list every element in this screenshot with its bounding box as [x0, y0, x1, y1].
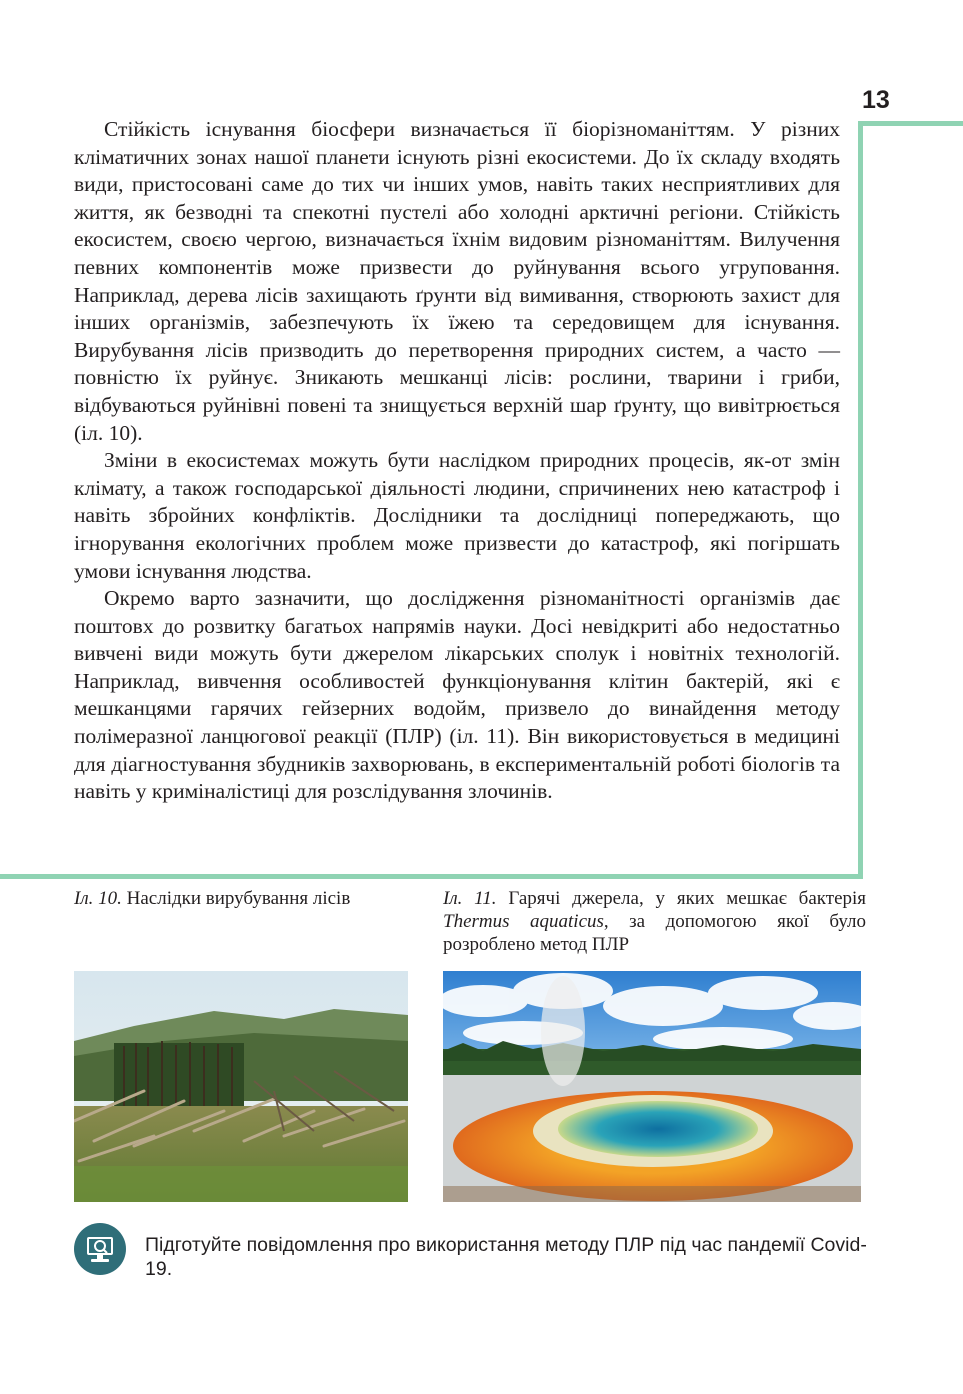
task-text: Підготуйте повідомлення про використання методу ПЛР під час пандемії Covid-19. [145, 1234, 867, 1280]
figure-10-caption-text: Наслідки вирубування лісів [126, 888, 351, 909]
frame-top-line [863, 121, 963, 126]
figure-10-photo [74, 971, 408, 1202]
figure-11-caption-text: Гарячі джерела, у яких мешкає бактерія [508, 888, 867, 909]
page-number: 13 [862, 86, 890, 114]
frame-right-line [858, 121, 863, 879]
computer-research-icon [74, 1223, 126, 1275]
figure-11-caption [443, 887, 866, 956]
paragraph-science-research: Окремо варто зазначити, що дослідження різноманітності організмів дає поштовх до розвитку багатьох напрямів науки. Досі невідкриті або недостатньо вивчені види можуть бути джерелом лікарських сполук і новітніх технологій. Наприклад, вивчення особливостей функціонування клітин бактерій, які є мешканцями гарячих гейзерних водойм, призвело до винайдення методу полімеразної ланцюгової реакції (ПЛР) (іл. 11). Він використовується в медицині для діагностування збудників захворювань, в експериментальній роботі біологів та навіть у криміналістиці для розслідування злочинів. [74, 586, 840, 804]
figure-10-label: Іл. 10. [74, 888, 122, 909]
species-name: Thermus aquaticus [443, 911, 604, 932]
figure-11-caption-end: , за допомогою якої було розроблено метод ПЛР [443, 911, 866, 955]
paragraph-ecosystem-changes: Зміни в екосистемах можуть бути наслідком природних процесів, як-от змін клімату, а також господарської діяльності людини, спричинених нею катастроф і навіть збройних конфліктів. Дослідники та дослідниці попереджають, що ігнорування екологічних проблем може призвести до катастроф, які погіршать умови існування людства. [74, 448, 840, 583]
figure-11-photo [443, 971, 861, 1202]
paragraph-biodiversity: Стійкість існування біосфери визначається її біорізноманіттям. У різних кліматичних зонах нашої планети існують різні екосистеми. До їх складу входять види, пристосовані саме до тих чи інших умов, навіть таких несприятливих для життя, як безводні та спекотні пустелі або холодні арктичні регіони. Стійкість екосистем, своєю чергою, визначається їхнім видовим різноманіттям. Вилучення певних компонентів може призвести до руйнування всього угруповання. Наприклад, дерева лісів захищають ґрунти від вимивання, створюють захист для інших організмів, забезпечують їх їжею та середовищем для існування. Вирубування лісів призводить до перетворення природних систем, а часто — повністю їх руйнує. Зникають мешканці лісів: рослини, тварини і гриби, відбуваються руйнівні повені та знищується верхній шар ґрунту, що вивітрюється (іл. 10). [74, 117, 840, 445]
main-text [74, 116, 840, 806]
frame-bottom-line [0, 874, 863, 879]
figure-11-label: Іл. 11. [443, 888, 497, 909]
figure-10-caption [74, 887, 386, 910]
